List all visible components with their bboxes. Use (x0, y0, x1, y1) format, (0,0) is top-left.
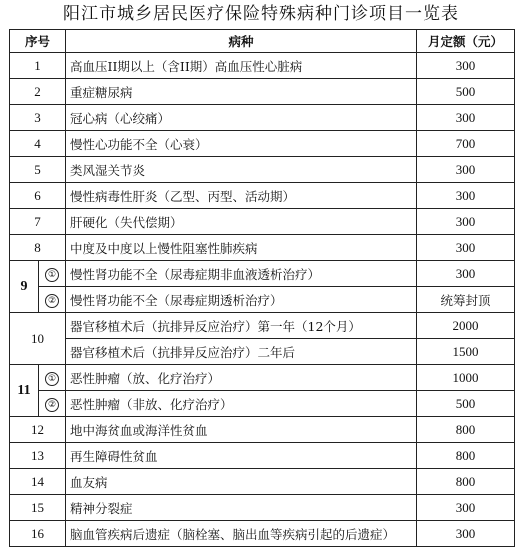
row-limit: 500 (417, 79, 515, 105)
table-row (10, 417, 515, 443)
row-disease: 脑血管疾病后遗症（脑栓塞、脑出血等疾病引起的后遗症） (66, 521, 417, 547)
row-disease: 器官移植术后（抗排异反应治疗）第一年（12个月） (66, 313, 417, 339)
row-no: 10 (10, 313, 66, 365)
row-no: 16 (10, 521, 66, 547)
table-row (10, 131, 515, 157)
page-title: 阳江市城乡居民医疗保险特殊病种门诊项目一览表 (63, 4, 459, 24)
row-disease: 慢性病毒性肝炎（乙型、丙型、活动期） (66, 183, 417, 209)
row-disease: 慢性肾功能不全（尿毒症期非血液透析治疗） (66, 261, 417, 287)
table-row (10, 313, 515, 339)
table-row (10, 105, 515, 131)
row-limit: 统筹封顶 (417, 287, 515, 313)
row-disease: 高血压II期以上（含II期）高血压性心脏病 (66, 53, 417, 79)
table-row (10, 287, 515, 313)
row-limit: 2000 (417, 313, 515, 339)
row-no: 14 (10, 469, 66, 495)
row-no: 7 (10, 209, 66, 235)
row-limit: 300 (417, 105, 515, 131)
table-row (10, 339, 515, 365)
row-no: 5 (10, 157, 66, 183)
row-disease: 类风湿关节炎 (66, 157, 417, 183)
table-header-row (10, 30, 515, 53)
table-row (10, 469, 515, 495)
row-disease: 恶性肿瘤（放、化疗治疗） (66, 365, 417, 391)
row-disease: 冠心病（心绞痛） (66, 105, 417, 131)
row-limit: 800 (417, 443, 515, 469)
header-no: 序号 (10, 30, 66, 53)
row-limit: 1500 (417, 339, 515, 365)
row-disease: 中度及中度以上慢性阻塞性肺疾病 (66, 235, 417, 261)
sub-index: ① (45, 372, 59, 386)
row-no: 8 (10, 235, 66, 261)
table-row (10, 443, 515, 469)
row-disease: 慢性肾功能不全（尿毒症期透析治疗） (66, 287, 417, 313)
row-disease: 重症糖尿病 (66, 79, 417, 105)
row-limit: 300 (417, 261, 515, 287)
row-disease: 再生障碍性贫血 (66, 443, 417, 469)
sub-index: ② (45, 294, 59, 308)
row-limit: 300 (417, 157, 515, 183)
row-no: 9 (10, 261, 39, 313)
row-disease: 慢性心功能不全（心衰） (66, 131, 417, 157)
table-row (10, 157, 515, 183)
row-limit: 300 (417, 235, 515, 261)
row-limit: 800 (417, 417, 515, 443)
header-disease: 病种 (66, 30, 417, 53)
row-disease: 肝硬化（失代偿期） (66, 209, 417, 235)
row-disease: 血友病 (66, 469, 417, 495)
table-row (10, 391, 515, 417)
table-row (10, 235, 515, 261)
row-limit: 300 (417, 183, 515, 209)
sub-index: ① (45, 268, 59, 282)
sub-index: ② (45, 398, 59, 412)
row-no: 12 (10, 417, 66, 443)
disease-table (9, 29, 515, 547)
table-row (10, 53, 515, 79)
row-disease: 地中海贫血或海洋性贫血 (66, 417, 417, 443)
row-disease: 器官移植术后（抗排异反应治疗）二年后 (66, 339, 417, 365)
row-limit: 700 (417, 131, 515, 157)
row-limit: 1000 (417, 365, 515, 391)
row-no: 13 (10, 443, 66, 469)
table-row (10, 365, 515, 391)
row-limit: 300 (417, 495, 515, 521)
row-no: 4 (10, 131, 66, 157)
row-no: 2 (10, 79, 66, 105)
row-limit: 300 (417, 53, 515, 79)
table-row (10, 79, 515, 105)
row-no: 6 (10, 183, 66, 209)
table-row (10, 261, 515, 287)
header-limit: 月定额（元） (417, 30, 515, 53)
row-limit: 300 (417, 209, 515, 235)
row-disease: 精神分裂症 (66, 495, 417, 521)
row-no: 3 (10, 105, 66, 131)
table-row (10, 521, 515, 547)
row-disease: 恶性肿瘤（非放、化疗治疗） (66, 391, 417, 417)
row-no: 11 (10, 365, 39, 417)
row-limit: 500 (417, 391, 515, 417)
table-row (10, 209, 515, 235)
table-row (10, 495, 515, 521)
table-row (10, 183, 515, 209)
row-limit: 800 (417, 469, 515, 495)
row-limit: 300 (417, 521, 515, 547)
row-no: 15 (10, 495, 66, 521)
row-no: 1 (10, 53, 66, 79)
